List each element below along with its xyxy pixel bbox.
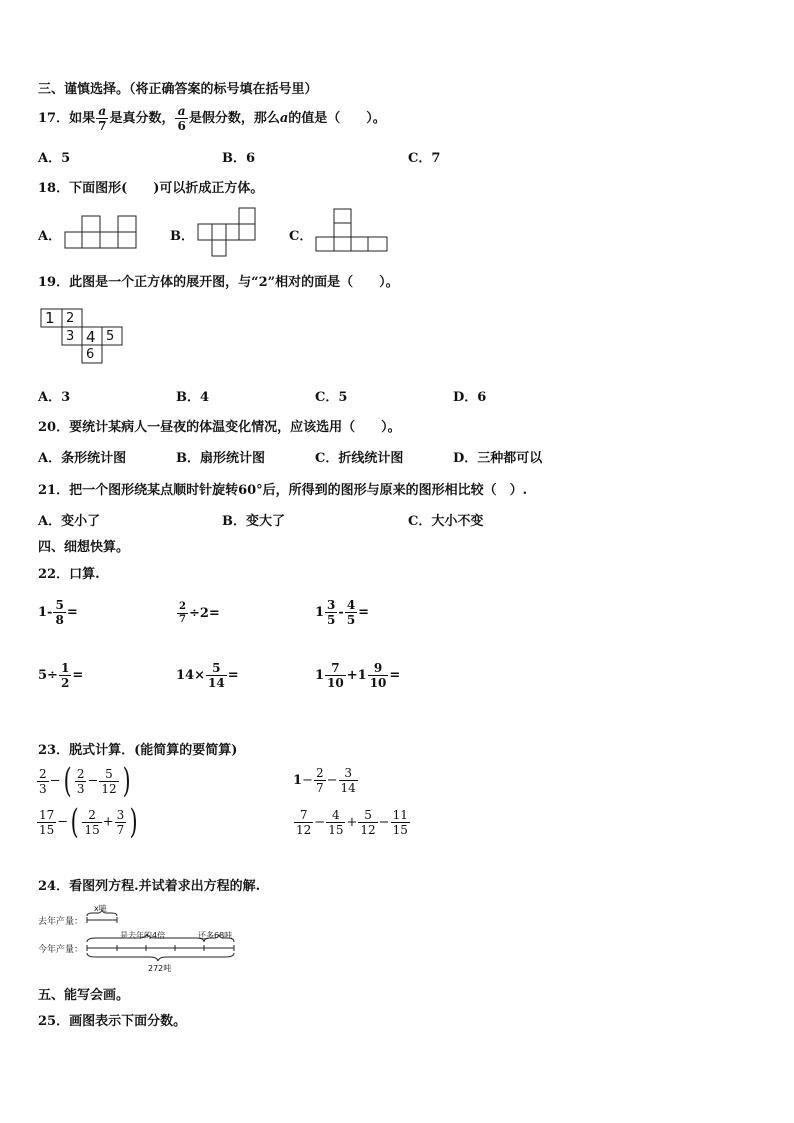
q21-option-a[interactable]: A．变小了 — [38, 514, 101, 529]
q18-net-b — [197, 207, 257, 257]
section-3-title: 三、谨慎选择。（将正确答案的标号填在括号里） — [38, 82, 318, 97]
q22-question: 22．口算. — [38, 567, 100, 582]
q19-cell-6: 6 — [86, 347, 95, 362]
q19-cell-5: 5 — [106, 329, 115, 344]
q17-option-a[interactable]: A．5 — [38, 151, 71, 166]
q17-number: 17． — [38, 111, 70, 126]
q24-times-label: 是去年的4倍 — [120, 931, 166, 940]
section-5-title: 五、能写会画。 — [38, 988, 130, 1003]
q17-variable: a — [279, 111, 289, 126]
q20-option-a[interactable]: A．条形统计图 — [38, 451, 127, 466]
q24-x-label: x吨 — [94, 904, 107, 913]
q24-more-label: 还多68吨 — [198, 931, 233, 940]
q22-expr-3: 1 $\frac{3}{5}$ - $\frac{4}{5}$ = — [315, 598, 370, 627]
q17-text-2: 是真分数， — [109, 111, 175, 126]
q23-expr-2: 1− $\frac{2}{7}$ − $\frac{3}{14}$ — [293, 766, 356, 795]
q17-text-4: 的值是（ ）。 — [288, 111, 386, 126]
q22-expr-6: 1 $\frac{7}{10}$ +1 $\frac{9}{10}$ = — [315, 661, 401, 690]
q24-total-label: 272吨 — [148, 964, 172, 973]
q17-option-c[interactable]: C．7 — [408, 151, 441, 166]
q18-label-a[interactable]: A． — [38, 229, 62, 244]
q17-text-1: 如果 — [69, 111, 96, 126]
q20-option-c[interactable]: C．折线统计图 — [315, 451, 404, 466]
q19-option-c[interactable]: C．5 — [315, 390, 348, 405]
q21-option-c[interactable]: C．大小不变 — [408, 514, 484, 529]
q19-option-b[interactable]: B．4 — [176, 390, 210, 405]
q21-option-b[interactable]: B．变大了 — [222, 514, 285, 529]
q23-expr-1: $\frac{2}{3}$ −( $\frac{2}{3}$ − $\frac{5}{12}$ ) — [39, 761, 131, 801]
q25-question: 25．画图表示下面分数。 — [38, 1014, 187, 1029]
q19-cell-2: 2 — [66, 311, 75, 326]
q18-question: 18．下面图形( )可以折成正方体。 — [38, 181, 264, 196]
q19-option-d[interactable]: D．6 — [453, 390, 487, 405]
q17-question — [38, 104, 386, 133]
q18-net-c — [314, 208, 390, 252]
q17-fraction-2: $\frac{a}{6}$ — [177, 104, 186, 133]
q22-expr-1: 1- $\frac{5}{8}$ = — [38, 598, 78, 627]
q22-expr-2: $\frac{2}{7}$ ÷2= — [179, 601, 220, 625]
q17-option-b[interactable]: B．6 — [222, 151, 256, 166]
q23-expr-4: $\frac{7}{12}$ − $\frac{4}{15}$ + $\frac{5}{12}$ − $\frac{11}{15}$ — [296, 808, 408, 837]
q18-label-c[interactable]: C． — [289, 229, 313, 244]
q19-cell-3: 3 — [66, 329, 75, 344]
q20-option-b[interactable]: B．扇形统计图 — [176, 451, 265, 466]
q19-cell-4: 4 — [86, 328, 96, 346]
q18-net-a — [64, 215, 138, 249]
q23-question: 23．脱式计算．(能简算的要简算) — [38, 743, 238, 758]
q24-last-year-label: 去年产量： — [38, 917, 84, 927]
q20-option-d[interactable]: D．三种都可以 — [453, 451, 543, 466]
q20-question: 20．要统计某病人一昼夜的体温变化情况，应该选用（ ）。 — [38, 420, 401, 435]
q21-question: 21．把一个图形绕某点顺时针旋转60°后，所得到的图形与原来的图形相比较（ ）. — [38, 483, 528, 498]
q24-question: 24．看图列方程.并试着求出方程的解. — [38, 879, 261, 894]
q24-this-year-label: 今年产量： — [38, 945, 84, 955]
section-4-title: 四、细想快算。 — [38, 540, 130, 555]
q19-option-a[interactable]: A．3 — [38, 390, 71, 405]
q18-label-b[interactable]: B． — [170, 229, 194, 244]
q19-question: 19．此图是一个正方体的展开图，与“2”相对的面是（ ）。 — [38, 275, 399, 290]
q17-text-3: 是假分数，那么 — [188, 111, 280, 126]
q22-expr-4: 5÷ $\frac{1}{2}$ = — [38, 661, 84, 690]
q23-expr-3: $\frac{17}{15}$ −( $\frac{2}{15}$ + $\frac{3}{7}$ ) — [39, 802, 138, 842]
q22-expr-5: 14× $\frac{5}{14}$ = — [176, 661, 239, 690]
q24-line-diagram — [84, 908, 240, 966]
q19-cell-1: 1 — [45, 309, 55, 327]
q17-fraction-1: $\frac{a}{7}$ — [98, 104, 107, 133]
